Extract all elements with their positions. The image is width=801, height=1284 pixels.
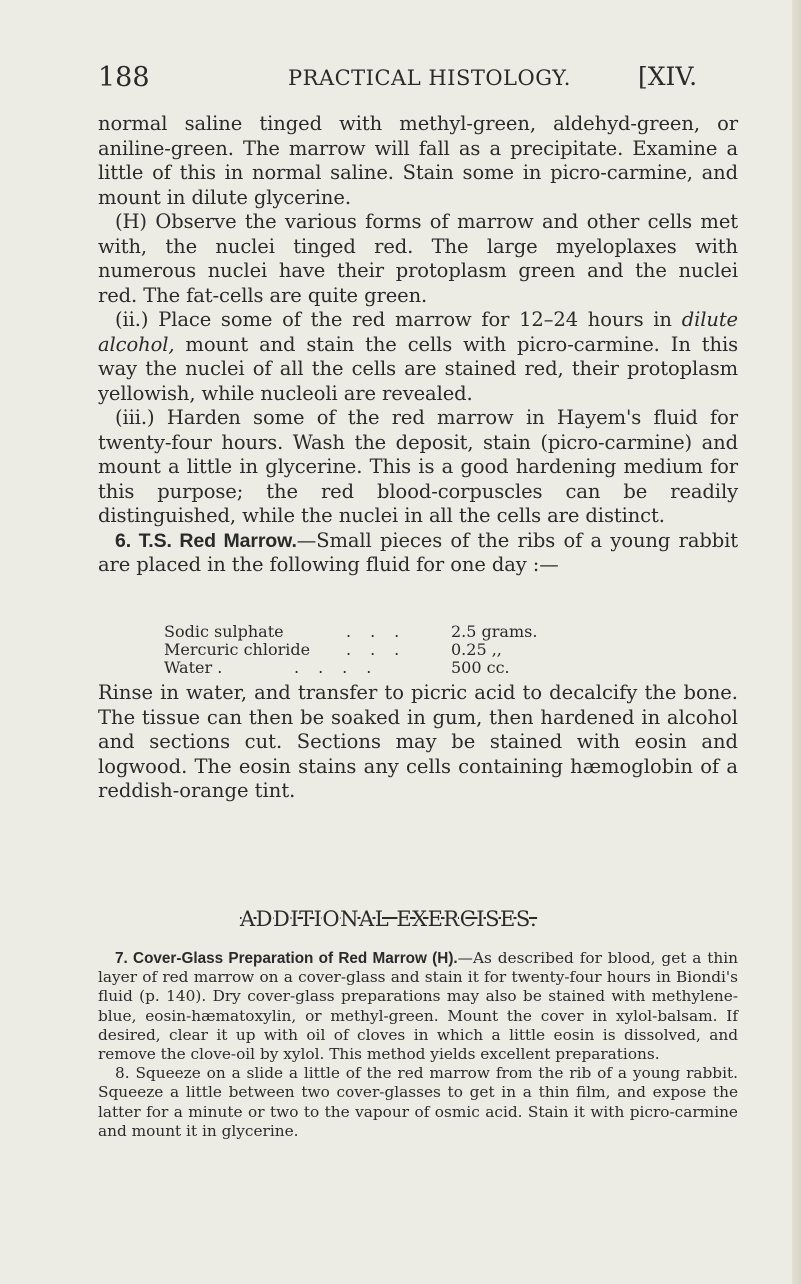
italic-text: dilute alcohol, [98, 308, 738, 356]
section-heading: 6. T.S. Red Marrow. [115, 529, 297, 552]
additional-exercises-heading: ADDITIONAL EXERCISES. [240, 907, 538, 931]
exercise-8: 8. Squeeze on a slide a little of the red marrow from the rib of a young rabbit. Squeeze a little between two cover-glasses to get in a thin film, and expose the latter for a minute or two to the vapour of osmic acid. Stain it with picro-carmine and mount it in glycerine. [98, 1064, 738, 1140]
ingredient-amount: 2.5 grams. [451, 622, 538, 641]
ingredient-amount: 500 cc. [451, 658, 510, 677]
paragraph [98, 529, 738, 578]
leader-dots: ... [346, 640, 419, 659]
text-run: (ii.) Place some of the red marrow for 12–24 hours in [115, 308, 682, 331]
page-number: 188 [98, 62, 150, 93]
paragraph: (H) Observe the various forms of marrow and other cells met with, the nuclei tinged red. The large myeloplaxes with numerous nuclei have their protoplasm green and the nuclei red. The fat-cells are quite green. [98, 210, 738, 307]
exercise-heading: 7. Cover-Glass Preparation of Red Marrow (H). [115, 950, 458, 967]
leader-dots: .... [294, 658, 391, 677]
paragraph [98, 308, 738, 406]
additional-exercises [98, 949, 738, 1141]
recipe-row [164, 641, 644, 659]
main-text [98, 112, 738, 578]
text-run: mount and stain the cells with picro-carmine. In this way the nuclei of all the cells are stained red, their protoplasm yellowish, while nucleoli are revealed. [98, 332, 738, 405]
paragraph: Rinse in water, and transfer to picric acid to decalcify the bone. The tissue can then be soaked in gum, then hardened in alcohol and sections cut. Sections may be stained with eosin and logwood. The eosin stains any cells containing hæmoglobin of a reddish-orange tint. [98, 681, 738, 802]
running-title: PRACTICAL HISTOLOGY. [288, 66, 571, 90]
main-text-continued [98, 681, 738, 804]
ingredient-name: Sodic sulphate [164, 622, 284, 641]
paragraph: (iii.) Harden some of the red marrow in Hayem's fluid for twenty-four hours. Wash the deposit, stain (picro-carmine) and mount a little in glycerine. This is a good hardening medium for this purpose; the red blood-corpuscles can be readily distinguished, while the nuclei in all the cells are distinct. [98, 406, 738, 527]
ingredient-amount: 0.25 ,, [451, 640, 502, 659]
page-header [98, 62, 738, 98]
paragraph: normal saline tinged with methyl-green, aldehyd-green, or aniline-green. The marrow will fall as a precipitate. Examine a little of this in normal saline. Stain some in picro-carmine, and mount in dilute glycerine. [98, 112, 738, 209]
recipe-row [164, 623, 644, 641]
text-run: —As described for blood, get a thin layer of red marrow on a cover-glass and stain it for twenty-four hours in Biondi's fluid (p. 140). Dry cover-glass preparations may also be stained with methylene-blue, eosin-hæmatoxylin, or methyl-green. Mount the cover in xylol-balsam. If desired, clear it up with oil of cloves in which a little eosin is dissolved, and remove the clove-oil by xylol. This method yields excellent preparations. [98, 949, 738, 1064]
recipe-row [164, 659, 644, 677]
recipe-table [164, 623, 644, 677]
exercise-7 [98, 949, 738, 1064]
text-run: —Small pieces of the ribs of a young rabbit are placed in the following fluid for one day :— [98, 528, 738, 576]
section-marker: [XIV. [638, 62, 698, 91]
leader-dots: ... [346, 622, 419, 641]
ingredient-name: Mercuric chloride [164, 640, 311, 659]
ingredient-name: Water . [164, 658, 223, 677]
page-edge [792, 0, 801, 1284]
